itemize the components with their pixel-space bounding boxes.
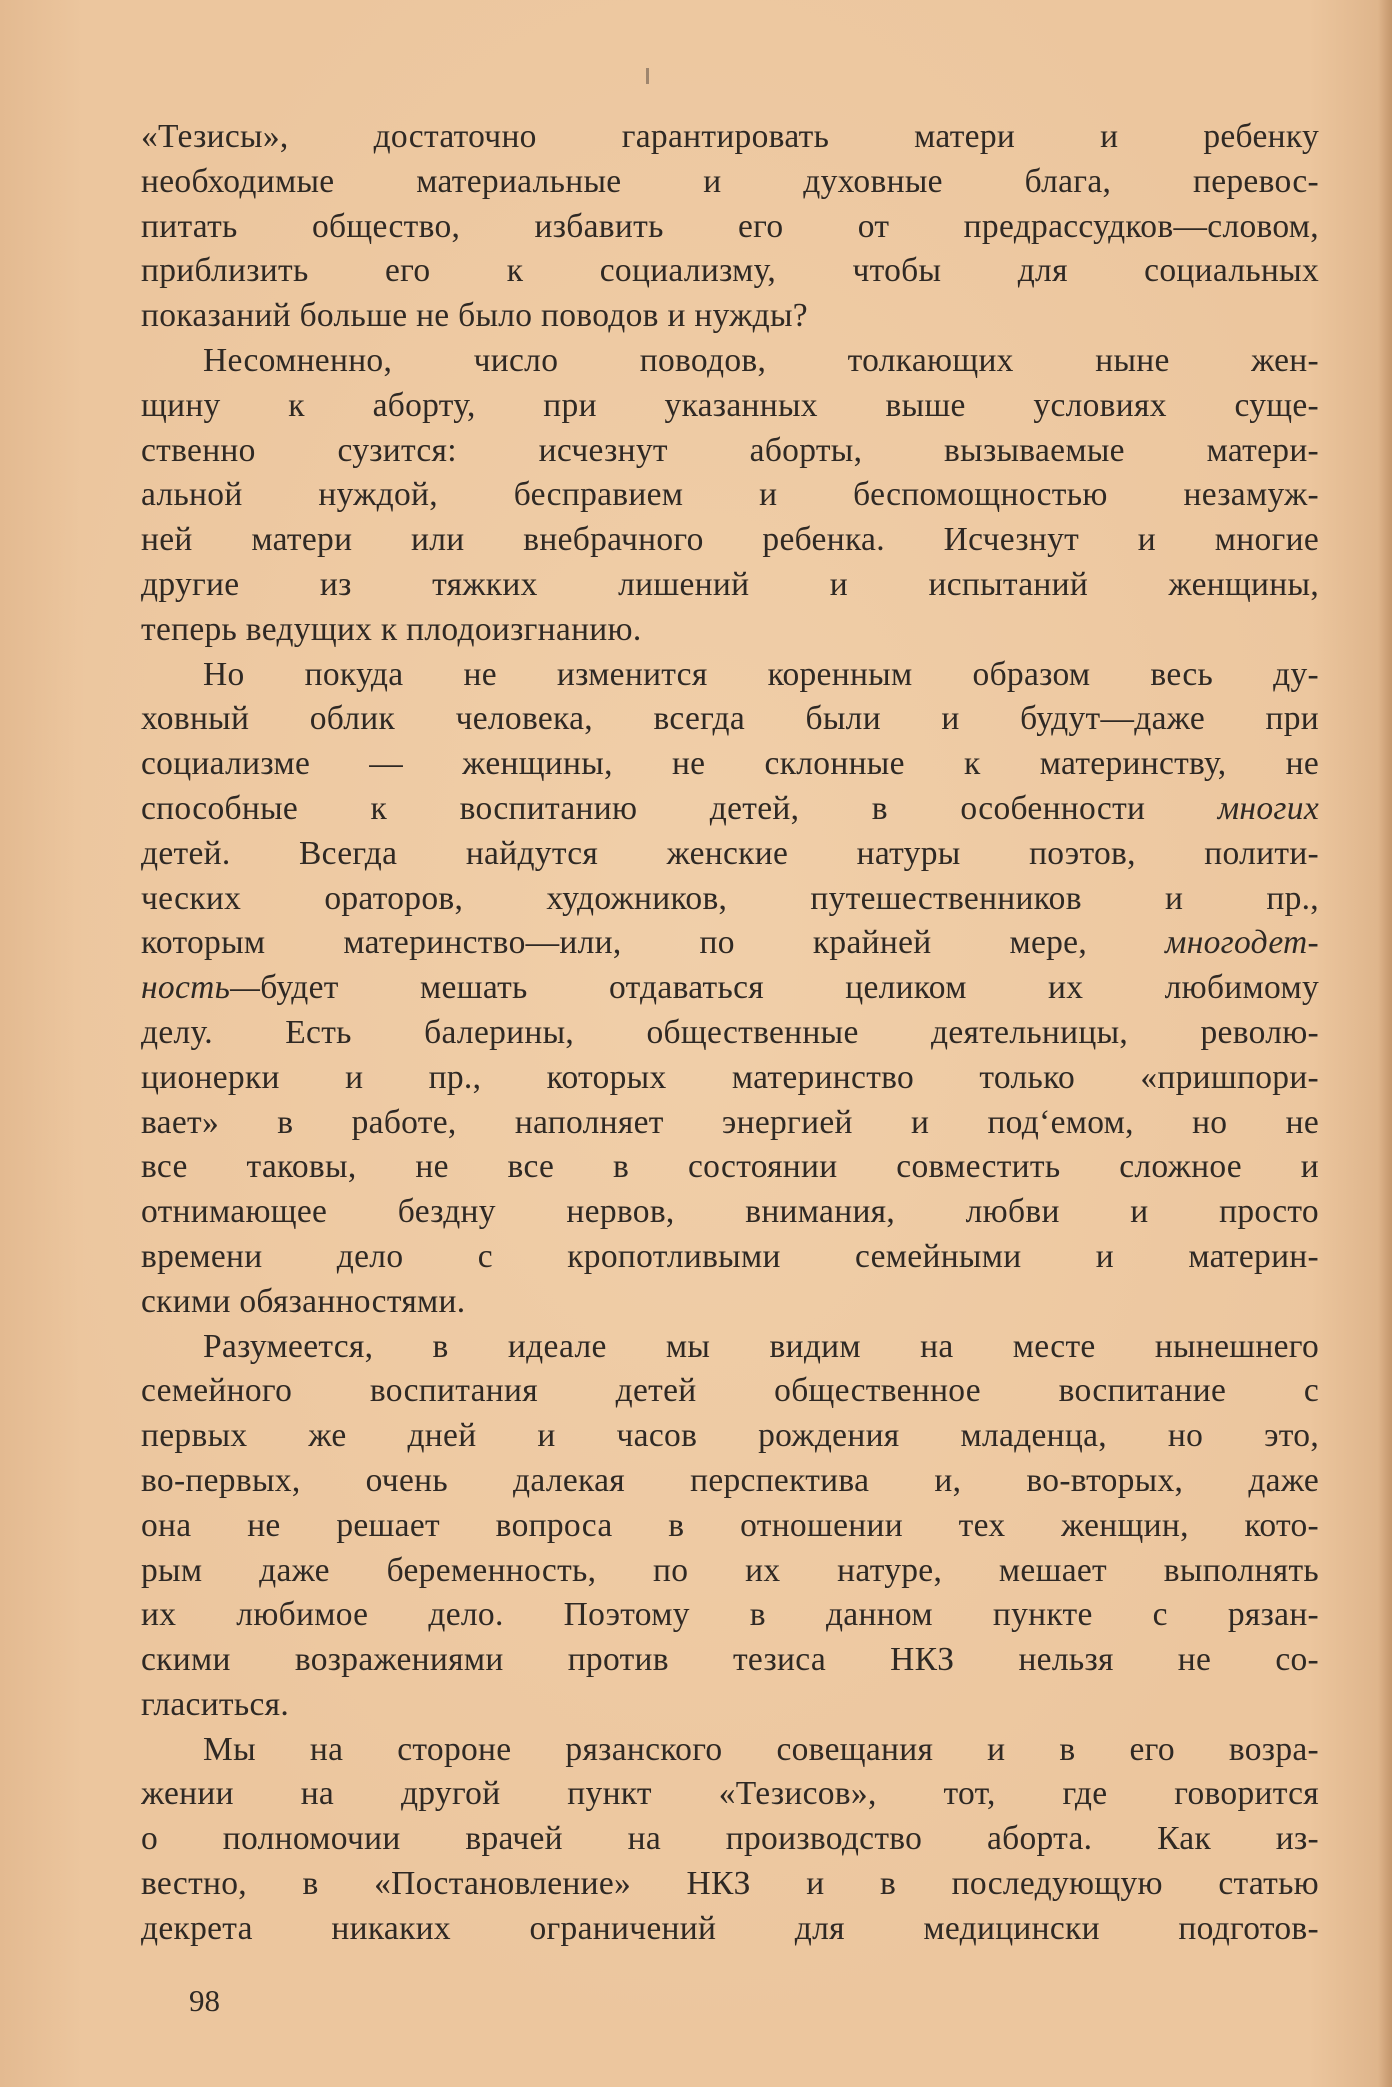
text-line: Но покуда не изменится коренным образом весь ду- — [203, 655, 1319, 693]
text-line: декрета никаких ограничений для медицински подготов- — [141, 1909, 1319, 1947]
text-line: времени дело с кропотливыми семейными и материн- — [141, 1237, 1319, 1275]
text-line: «Тезисы», достаточно гарантировать матери и ребенку — [141, 118, 1319, 155]
text-line: делу. Есть балерины, общественные деятельницы, револю- — [141, 1013, 1319, 1051]
text-line: ственно сузится: исчезнут аборты, вызываемые матери- — [141, 431, 1319, 469]
text-line: питать общество, избавить его от предрассудков—словом, — [141, 207, 1319, 245]
text-line: их любимое дело. Поэтому в данном пункте с рязан- — [141, 1596, 1319, 1634]
text-line: вестно, в «Постановление» НКЗ и в последующую статью — [141, 1865, 1319, 1903]
text-line: социализме — женщины, не склонные к материнству, не — [141, 745, 1319, 783]
text-line: все таковы, не все в состоянии совместить сложное и — [141, 1148, 1319, 1186]
text-line: способные к воспитанию детей, в особенности многих — [141, 789, 1319, 827]
italic-emphasis: ность— — [141, 969, 261, 1007]
text-line: отнимающее бездну нервов, внимания, любви и просто — [141, 1193, 1319, 1231]
text-line: ней матери или внебрачного ребенка. Исчезнут и многие — [141, 521, 1319, 559]
text-line: ность—будет мешать отдаваться целиком их любимому — [141, 969, 1319, 1007]
text-line: щину к аборту, при указанных выше условиях суще- — [141, 386, 1319, 424]
text-line: детей. Всегда найдутся женские натуры поэтов, полити- — [141, 834, 1319, 872]
page-edge-shadow — [1378, 0, 1392, 2087]
text-line: необходимые материальные и духовные блага, перевос- — [141, 162, 1319, 200]
text-line: альной нуждой, бесправием и беспомощностью незамуж- — [141, 476, 1319, 514]
text-line: которым материнство—или, по крайней мере, многодет- — [141, 924, 1319, 962]
italic-emphasis: многодет- — [1165, 924, 1319, 962]
text-line: первых же дней и часов рождения младенца, но это, — [141, 1417, 1319, 1455]
text-line: скими возражениями против тезиса НКЗ нельзя не со- — [141, 1641, 1319, 1679]
text-line: Разумеется, в идеале мы видим на месте нынешнего — [203, 1327, 1319, 1365]
page-number: 98 — [189, 1983, 220, 2018]
text-line: скими обязанностями. — [141, 1282, 466, 1320]
paragraph — [141, 653, 1319, 1325]
text-line: о полномочии врачей на производство аборта. Как из- — [141, 1820, 1319, 1858]
text-line: Несомненно, число поводов, толкающих ныне жен- — [203, 341, 1319, 379]
text-line: показаний больше не было поводов и нужды? — [141, 297, 808, 335]
paragraph — [141, 1325, 1319, 1728]
text-line: вает» в работе, наполняет энергией и под‘емом, но не — [141, 1103, 1319, 1141]
text-line: во-первых, очень далекая перспектива и, во-вторых, даже — [141, 1461, 1319, 1499]
text-line: ческих ораторов, художников, путешественников и пр., — [141, 879, 1319, 917]
text-line: ховный облик человека, всегда были и будут—даже при — [141, 700, 1319, 738]
italic-emphasis: многих — [1217, 789, 1319, 827]
text-line: ционерки и пр., которых материнство только «пришпори- — [141, 1058, 1319, 1096]
text-line: рым даже беременность, по их натуре, мешает выполнять — [141, 1551, 1319, 1589]
text-line: жении на другой пункт «Тезисов», тот, где говорится — [141, 1775, 1319, 1813]
text-line: приблизить его к социализму, чтобы для социальных — [141, 252, 1319, 290]
print-mark — [646, 68, 649, 84]
text-line: другие из тяжких лишений и испытаний женщины, — [141, 565, 1319, 603]
text-line: она не решает вопроса в отношении тех женщин, кото- — [141, 1506, 1319, 1544]
body-text — [141, 115, 1319, 1955]
text-line: гласиться. — [141, 1685, 289, 1723]
paragraph — [141, 115, 1319, 339]
paragraph — [141, 339, 1319, 653]
paragraph — [141, 1728, 1319, 1952]
text-line: теперь ведущих к плодоизгнанию. — [141, 610, 642, 648]
text-line: семейного воспитания детей общественное воспитание с — [141, 1372, 1319, 1410]
text-line: Мы на стороне рязанского совещания и в его возра- — [203, 1730, 1319, 1768]
